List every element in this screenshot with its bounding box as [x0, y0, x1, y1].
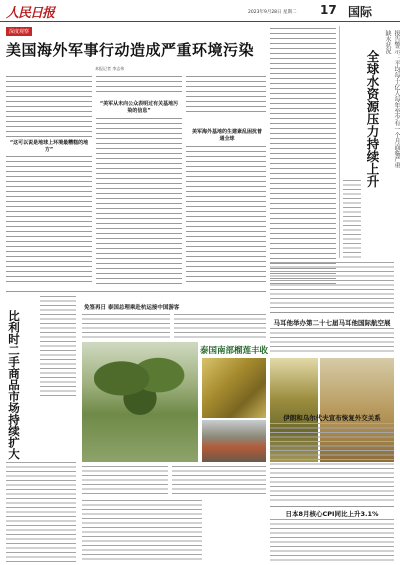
- lead-subhead-2: “这可以说是地球上环境最糟糕的地方”: [9, 140, 89, 153]
- lead-body-col-1a: [6, 76, 92, 138]
- left-feature-body-a: [40, 296, 76, 396]
- lead-body-col-3a: [186, 76, 266, 116]
- brief-title-2: 伊朗和乌尔代夫宣布恢复外交关系: [283, 414, 381, 422]
- left-feature-headline: 比利时二手商品市场持续扩大: [7, 310, 21, 460]
- photo-story-kicker: 免签再日 泰国总理乘赴杭运接中国游客: [84, 305, 180, 311]
- lead-body-col-4: [270, 28, 336, 286]
- photo-story-title: 泰国南部榴莲丰收: [200, 346, 269, 356]
- page-number: 17: [320, 3, 337, 17]
- photo-durian-fruit: [202, 358, 266, 418]
- photo-story-body-c: [82, 500, 202, 560]
- photo-caption-b: [172, 466, 266, 496]
- lead-body-col-2b: [96, 118, 182, 286]
- lead-headline: 美国海外军事行动造成严重环境污染: [6, 41, 255, 59]
- masthead: [0, 0, 400, 22]
- brief-body-1: [270, 328, 394, 354]
- brief-body-3: [270, 519, 394, 561]
- photo-market-crowd: [202, 420, 266, 462]
- section-name: 国际: [348, 5, 373, 19]
- divider: [270, 506, 394, 507]
- brief-title-3: 日本8月核心CPI同比上升3.1%: [285, 510, 379, 518]
- photo-story-body-b: [174, 314, 266, 340]
- dateline: 2023年9月28日 星期二: [248, 10, 297, 15]
- brief-body-2: [270, 423, 394, 503]
- lead-subhead-3: 美军海外基地的生建紊乱困扰普通全球: [191, 129, 262, 142]
- side-feature-body: [270, 262, 394, 308]
- lead-body-col-2a: [96, 76, 182, 96]
- left-feature-body-b: [6, 462, 76, 562]
- side-feature-body-top: [343, 180, 361, 260]
- lead-byline: 本报记者 李志伟: [95, 66, 125, 71]
- divider: [6, 291, 266, 292]
- column-divider: [339, 26, 340, 258]
- column-tag: 深度观察: [6, 27, 32, 36]
- divider: [270, 312, 394, 313]
- photo-story-body-a: [82, 314, 170, 340]
- photo-durian-orchard: [82, 342, 198, 462]
- lead-subhead-1: “美军从未向公众表明过有关基地污染的信息”: [99, 101, 179, 114]
- side-feature-kicker: 报告警示：平均每十亿人每年至少有一个月面临严重缺水状况: [384, 30, 400, 168]
- side-feature-headline: 全球水资源压力持续上升: [365, 50, 380, 188]
- photo-caption-a: [82, 466, 168, 496]
- lead-body-col-1b: [6, 156, 92, 286]
- newspaper-logo: 人民日报: [6, 6, 55, 21]
- brief-title-1: 马耳他举办第二十七届马耳他国际航空展: [273, 319, 391, 327]
- lead-body-col-3b: [186, 146, 266, 286]
